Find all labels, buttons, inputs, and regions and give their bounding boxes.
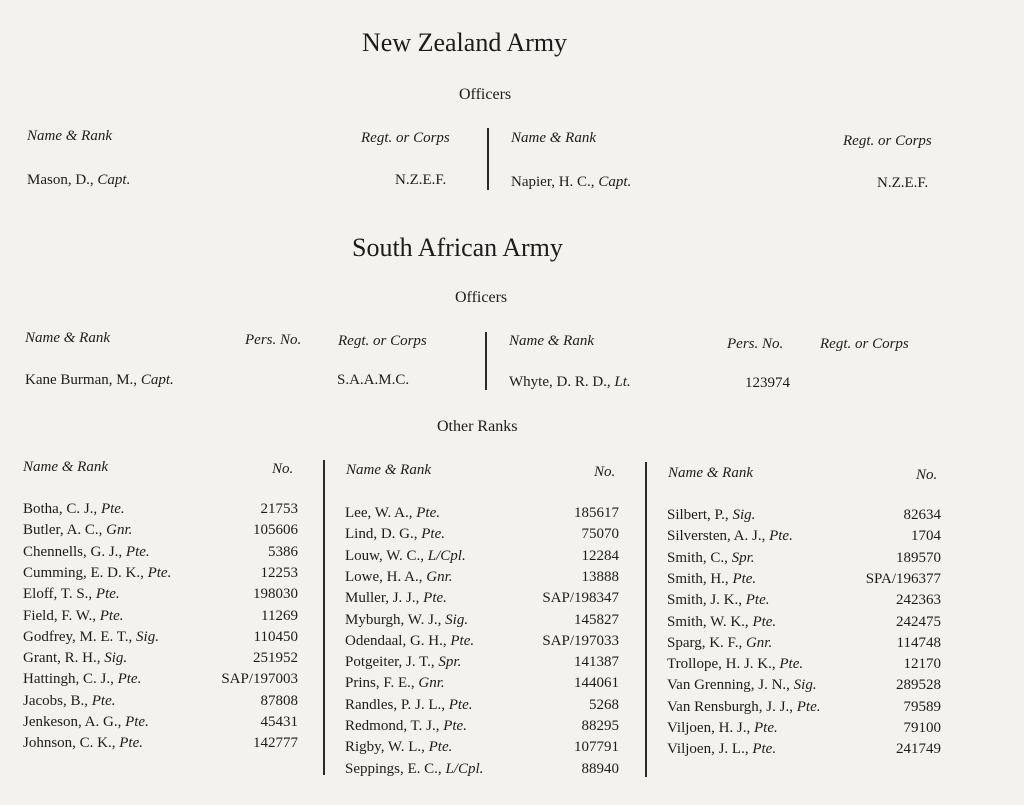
entry-rank: Gnr. bbox=[418, 675, 445, 692]
entry-name-rank bbox=[345, 548, 466, 565]
entry-name: Viljoen, H. J., bbox=[667, 720, 751, 736]
entry-number: 21753 bbox=[260, 501, 298, 517]
entry-number: 5386 bbox=[268, 543, 298, 560]
entry-number: 79589 bbox=[903, 698, 941, 715]
entry-name-rank bbox=[23, 544, 150, 561]
entry-number: 87808 bbox=[260, 692, 298, 709]
sa-officer-left bbox=[25, 372, 174, 389]
entry-name: Potgeiter, J. T., bbox=[345, 654, 435, 671]
entry-number: 13888 bbox=[581, 568, 619, 585]
entry-number: 144061 bbox=[574, 675, 619, 692]
entry-name: Odendaal, G. H., bbox=[345, 632, 447, 649]
entry-rank: Pte. bbox=[421, 526, 445, 543]
entry-rank: Gnr. bbox=[106, 522, 133, 539]
nz-officer-right-name: Napier, H. C., bbox=[511, 174, 595, 190]
entry-name-rank bbox=[345, 569, 453, 586]
nz-divider bbox=[487, 128, 489, 190]
table-row bbox=[23, 735, 298, 757]
entry-rank: Pte. bbox=[450, 632, 475, 649]
entry-name-rank bbox=[23, 735, 143, 752]
entry-rank: Pte. bbox=[732, 570, 757, 587]
entry-number: 145827 bbox=[574, 611, 619, 628]
table-row bbox=[23, 501, 298, 523]
entry-rank: Pte. bbox=[769, 528, 793, 545]
entry-name-rank bbox=[667, 507, 755, 524]
entry-name: Eloff, T. S., bbox=[23, 586, 93, 603]
sa-officers-divider bbox=[485, 332, 487, 390]
entry-name: Jacobs, B., bbox=[23, 692, 88, 709]
entry-number: 45431 bbox=[260, 714, 298, 730]
entry-name-rank bbox=[23, 522, 132, 539]
entry-rank: L/Cpl. bbox=[427, 547, 466, 564]
table-row bbox=[345, 633, 619, 655]
entry-name-rank bbox=[23, 714, 149, 731]
entry-rank: Spr. bbox=[438, 654, 462, 671]
entry-number: 11269 bbox=[261, 607, 298, 624]
table-row bbox=[23, 522, 298, 544]
entry-rank: L/Cpl. bbox=[445, 760, 484, 777]
entry-name-rank bbox=[345, 612, 468, 629]
entry-name: Smith, J. K., bbox=[667, 592, 743, 609]
entry-number: 82634 bbox=[903, 507, 941, 523]
entry-name: Chennells, G. J., bbox=[23, 543, 123, 560]
table-row bbox=[345, 675, 619, 697]
table-row bbox=[345, 569, 619, 591]
nz-officer-left-name: Mason, D., bbox=[27, 172, 94, 188]
entry-number: 141387 bbox=[574, 654, 619, 671]
entry-number: 75070 bbox=[581, 526, 619, 543]
entry-rank: Pte. bbox=[95, 586, 120, 603]
entry-number: 88940 bbox=[581, 760, 619, 777]
entry-number: 110450 bbox=[253, 628, 298, 645]
entry-rank: Pte. bbox=[423, 590, 447, 607]
entry-name-rank bbox=[345, 718, 467, 735]
entry-name: Louw, W. C., bbox=[345, 547, 425, 564]
entry-name: Lowe, H. A., bbox=[345, 568, 423, 585]
entry-name-rank bbox=[345, 526, 445, 543]
entry-number: 289528 bbox=[896, 677, 941, 694]
table-row bbox=[23, 671, 298, 693]
table-row bbox=[345, 697, 619, 719]
entry-name-rank bbox=[23, 629, 159, 646]
entry-number: 241749 bbox=[896, 741, 941, 758]
entry-rank: Pte. bbox=[100, 501, 125, 517]
entry-number: 114748 bbox=[896, 634, 941, 651]
table-row bbox=[345, 739, 619, 761]
entry-name: Lind, D. G., bbox=[345, 526, 418, 543]
entry-name: Randles, P. J. L., bbox=[345, 696, 446, 713]
entry-name-rank bbox=[23, 608, 124, 625]
sa-header-name-rank-right: Name & Rank bbox=[509, 333, 594, 349]
entry-name: Smith, H., bbox=[667, 570, 729, 587]
entry-name: Hattingh, C. J., bbox=[23, 671, 114, 688]
sa-header-name-rank-left: Name & Rank bbox=[25, 330, 110, 346]
entry-name-rank bbox=[667, 614, 776, 631]
entry-rank: Gnr. bbox=[745, 634, 773, 651]
entry-number: 105606 bbox=[253, 522, 298, 539]
nz-officer-right-regt: N.Z.E.F. bbox=[877, 175, 929, 191]
entry-number: SAP/197033 bbox=[542, 632, 619, 649]
nz-officer-left-regt: N.Z.E.F. bbox=[395, 172, 447, 188]
entry-name: Butler, A. C., bbox=[23, 522, 103, 539]
table-row bbox=[667, 507, 941, 529]
table-row bbox=[667, 550, 941, 572]
entry-number: 88295 bbox=[581, 718, 619, 734]
entry-number: 142777 bbox=[253, 735, 298, 752]
entry-name: Smith, C., bbox=[667, 549, 728, 566]
entry-name-rank bbox=[23, 650, 127, 667]
table-row bbox=[667, 720, 941, 742]
entry-name: Silversten, A. J., bbox=[667, 528, 766, 545]
table-row bbox=[345, 526, 619, 548]
entry-rank: Sig. bbox=[136, 628, 159, 645]
table-row bbox=[23, 608, 298, 630]
entry-rank: Pte. bbox=[796, 698, 821, 715]
entry-number: 242475 bbox=[896, 613, 941, 630]
entry-name: Van Grenning, J. N., bbox=[667, 677, 790, 694]
entry-name: Lee, W. A., bbox=[345, 505, 413, 521]
entry-rank: Pte. bbox=[125, 714, 149, 730]
entry-rank: Pte. bbox=[448, 696, 473, 713]
table-row bbox=[667, 592, 941, 614]
nz-officer-right bbox=[511, 174, 631, 191]
or-divider-1 bbox=[323, 460, 325, 775]
sa-officer-right bbox=[509, 374, 631, 391]
entry-number: 1704 bbox=[911, 528, 941, 545]
table-row bbox=[23, 650, 298, 672]
entry-name: Cumming, E. D. K., bbox=[23, 564, 144, 581]
entry-rank: Pte. bbox=[91, 692, 116, 709]
table-row bbox=[23, 714, 298, 736]
entry-name: Seppings, E. C., bbox=[345, 760, 442, 777]
table-row bbox=[23, 693, 298, 715]
nz-header-name-rank-right: Name & Rank bbox=[511, 130, 596, 146]
entry-name-rank bbox=[345, 654, 461, 671]
table-row bbox=[345, 590, 619, 612]
entry-number: 198030 bbox=[253, 586, 298, 603]
entry-rank: Pte. bbox=[752, 741, 777, 758]
entry-name-rank bbox=[23, 693, 116, 710]
entry-name-rank bbox=[23, 565, 171, 582]
entry-name: Godfrey, M. E. T., bbox=[23, 628, 133, 645]
or-header-no-1: No. bbox=[272, 461, 294, 477]
entry-name-rank bbox=[667, 592, 770, 609]
entry-name: Van Rensburgh, J. J., bbox=[667, 698, 793, 715]
entry-rank: Sig. bbox=[793, 677, 817, 694]
entry-name-rank bbox=[667, 635, 772, 652]
entry-name: Redmond, T. J., bbox=[345, 718, 440, 734]
entry-name-rank bbox=[345, 505, 440, 522]
entry-name-rank bbox=[667, 741, 776, 758]
table-row bbox=[667, 741, 941, 763]
table-row bbox=[345, 612, 619, 634]
table-row bbox=[667, 528, 941, 550]
entry-name-rank bbox=[345, 590, 447, 607]
sa-officer-left-name: Kane Burman, M., bbox=[25, 372, 138, 388]
sa-other-ranks-label: Other Ranks bbox=[437, 418, 518, 435]
table-row bbox=[667, 635, 941, 657]
or-header-no-3: No. bbox=[916, 467, 938, 483]
entry-name: Silbert, P., bbox=[667, 507, 729, 523]
entry-name: Myburgh, W. J., bbox=[345, 611, 442, 628]
entry-number: 12284 bbox=[581, 547, 619, 564]
entry-name-rank bbox=[23, 671, 141, 688]
entry-name: Rigby, W. L., bbox=[345, 739, 425, 756]
nz-title: New Zealand Army bbox=[362, 28, 568, 57]
table-row bbox=[345, 718, 619, 740]
entry-number: 12253 bbox=[260, 564, 298, 581]
nz-header-regt-left: Regt. or Corps bbox=[361, 130, 450, 146]
entry-number: 79100 bbox=[903, 720, 941, 736]
entry-number: 5268 bbox=[589, 696, 619, 713]
table-row bbox=[23, 565, 298, 587]
sa-officer-right-pers-no: 123974 bbox=[745, 375, 790, 391]
entry-rank: Pte. bbox=[117, 671, 142, 688]
entry-rank: Pte. bbox=[752, 613, 777, 630]
entry-number: SAP/198347 bbox=[542, 590, 619, 607]
entry-name-rank bbox=[23, 501, 125, 518]
entry-rank: Pte. bbox=[125, 543, 150, 560]
sa-header-pers-no-left: Pers. No. bbox=[245, 332, 302, 348]
entry-name: Johnson, C. K., bbox=[23, 735, 116, 752]
entry-name-rank bbox=[345, 697, 473, 714]
entry-number: 251952 bbox=[253, 650, 298, 667]
sa-officer-left-rank: Capt. bbox=[140, 372, 174, 388]
entry-name: Grant, R. H., bbox=[23, 650, 101, 667]
or-divider-2 bbox=[645, 462, 647, 777]
entry-rank: Pte. bbox=[779, 656, 804, 673]
entry-rank: Pte. bbox=[428, 739, 453, 756]
table-row bbox=[345, 761, 619, 783]
or-header-no-2: No. bbox=[594, 464, 616, 480]
entry-name: Jenkeson, A. G., bbox=[23, 714, 122, 730]
entry-name: Smith, W. K., bbox=[667, 613, 749, 630]
table-row bbox=[667, 677, 941, 699]
nz-officers-label: Officers bbox=[459, 86, 512, 103]
entry-rank: Sig. bbox=[732, 507, 756, 523]
entry-name-rank bbox=[667, 699, 820, 716]
entry-number: 242363 bbox=[896, 592, 941, 609]
entry-name-rank bbox=[667, 528, 793, 545]
or-header-name-2: Name & Rank bbox=[346, 462, 431, 478]
entry-rank: Pte. bbox=[754, 720, 778, 736]
entry-rank: Pte. bbox=[443, 718, 467, 734]
entry-rank: Pte. bbox=[416, 505, 440, 521]
entry-name: Botha, C. J., bbox=[23, 501, 98, 517]
entry-name: Trollope, H. J. K., bbox=[667, 656, 776, 673]
entry-name-rank bbox=[667, 656, 803, 673]
table-row bbox=[667, 699, 941, 721]
table-row bbox=[345, 505, 619, 527]
table-row bbox=[345, 654, 619, 676]
entry-number: SAP/197003 bbox=[221, 671, 298, 688]
table-row bbox=[667, 656, 941, 678]
entry-name: Sparg, K. F., bbox=[667, 634, 743, 651]
entry-number: 12170 bbox=[903, 656, 941, 673]
entry-name-rank bbox=[345, 761, 483, 778]
nz-header-regt-right: Regt. or Corps bbox=[843, 133, 932, 149]
sa-header-regt-right: Regt. or Corps bbox=[820, 336, 909, 352]
entry-number: 189570 bbox=[896, 549, 941, 566]
entry-rank: Pte. bbox=[147, 564, 172, 581]
table-row bbox=[23, 586, 298, 608]
nz-officer-left bbox=[27, 172, 130, 189]
entry-rank: Pte. bbox=[99, 607, 124, 624]
nz-officer-left-rank: Capt. bbox=[97, 172, 131, 188]
entry-number: 107791 bbox=[574, 739, 619, 756]
entry-rank: Spr. bbox=[731, 549, 755, 566]
entry-rank: Sig. bbox=[104, 650, 128, 667]
entry-rank: Gnr. bbox=[426, 568, 453, 585]
sa-officer-right-rank: Lt. bbox=[614, 374, 631, 390]
entry-name-rank bbox=[667, 550, 755, 567]
sa-title: South African Army bbox=[352, 233, 563, 262]
entry-number: 185617 bbox=[574, 505, 619, 521]
entry-name-rank bbox=[667, 720, 778, 737]
entry-name-rank bbox=[667, 571, 756, 588]
sa-header-regt-left: Regt. or Corps bbox=[338, 333, 427, 349]
entry-rank: Pte. bbox=[119, 735, 144, 752]
table-row bbox=[23, 629, 298, 651]
entry-name-rank bbox=[667, 677, 817, 694]
or-header-name-1: Name & Rank bbox=[23, 459, 108, 475]
entry-name-rank bbox=[345, 675, 445, 692]
sa-header-pers-no-right: Pers. No. bbox=[727, 336, 784, 352]
table-row bbox=[667, 571, 941, 593]
nz-header-name-rank-left: Name & Rank bbox=[27, 128, 112, 144]
table-row bbox=[345, 548, 619, 570]
entry-number: SPA/196377 bbox=[865, 570, 941, 587]
entry-name-rank bbox=[23, 586, 120, 603]
entry-name: Field, F. W., bbox=[23, 607, 96, 624]
entry-rank: Pte. bbox=[745, 592, 770, 609]
entry-name: Prins, F. E., bbox=[345, 675, 415, 692]
sa-officer-left-regt: S.A.A.M.C. bbox=[337, 372, 410, 388]
entry-name: Muller, J. J., bbox=[345, 590, 420, 607]
entry-name-rank bbox=[345, 633, 474, 650]
entry-rank: Sig. bbox=[445, 611, 469, 628]
or-header-name-3: Name & Rank bbox=[668, 465, 753, 481]
entry-name-rank bbox=[345, 739, 452, 756]
table-row bbox=[23, 544, 298, 566]
sa-officer-right-name: Whyte, D. R. D., bbox=[509, 374, 611, 390]
table-row bbox=[667, 614, 941, 636]
nz-officer-right-rank: Capt. bbox=[598, 174, 632, 190]
entry-name: Viljoen, J. L., bbox=[667, 741, 749, 758]
sa-officers-label: Officers bbox=[455, 289, 508, 306]
